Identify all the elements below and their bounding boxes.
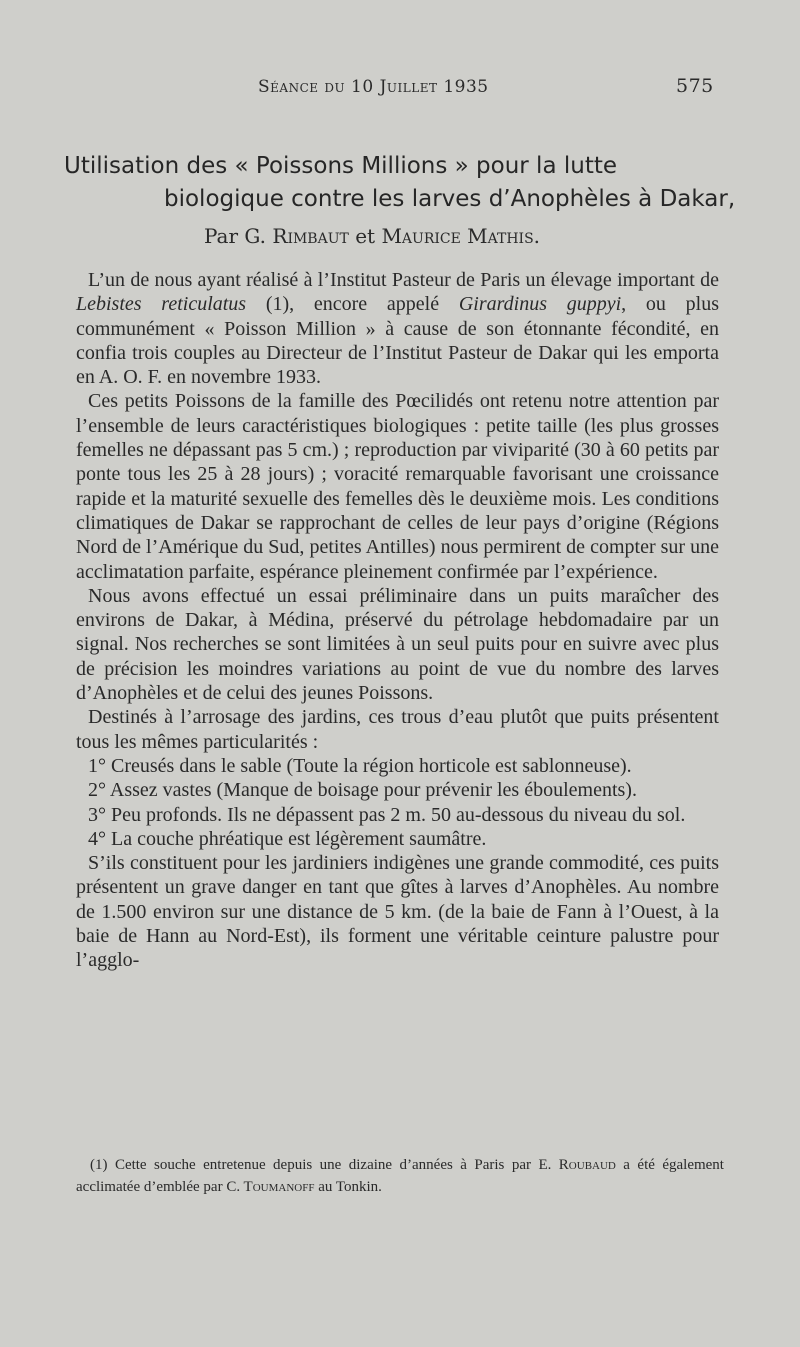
paragraph-2: Ces petits Poissons de la famille des Pœcilidés ont retenu notre attention par l’ensemble de leurs caractéristiques biologiques : petite taille (les plus grosses femelles ne dépassant pas 5 cm.) ; reproduction par viviparité (30 à 60 petits par ponte tous les 25 à 28 jours) ; voracité remarquable favorisant une croissance rapide et la maturité sexuelle des femelles dès le deuxième mois. Les conditions climatiques de Dakar se rapprochant de celles de leur pays d’origine (Régions Nord de l’Amérique du Sud, petites Antilles) nous permirent de compter sur une acclimatation parfaite, espérance pleinement confirmée par l’expérience. [76,390,719,583]
paragraph-1-text-a: L’un de nous ayant réalisé à l’Institut Pasteur de Paris un élevage important de [88,269,719,291]
footnote-name-2: C. Toumanoff [226,1179,315,1195]
paragraph-1-text-c: , ou plus communément « Poisson Million » à cause de son étonnante fécondité, en confia trois couples au Directeur de l’Institut Pasteur de Dakar qui les emporta en A. O. F. en novembre 1933. [76,293,719,389]
article-title [64,150,744,216]
paragraph-5: S’ils constituent pour les jardiniers indigènes une grande commodité, ces puits présentent un grave danger en tant que gîtes à larves d’Anophèles. Au nombre de 1.500 environ sur une distance de 5 km. (de la baie de Fann à l’Ouest, à la baie de Hann au Nord-Est), ils forment une véritable ceinture palustre pour l’agglo- [76,852,719,972]
footnote [76,1154,724,1198]
footnote-name-1: E. Roubaud [538,1157,616,1173]
author-2: Maurice Mathis. [381,224,541,248]
author-line [204,224,540,248]
list-item-1: 1° Creusés dans le sable (Toute la région horticole est sablonneuse). [88,754,632,777]
footnote-text-b: a été également acclimatée d’emblée par [76,1157,724,1195]
running-title: Séance du 10 Juillet 1935 [258,77,489,97]
authors-prefix: Par [204,224,239,248]
species-name: Lebistes reticulatus [76,293,247,316]
page-number: 575 [676,75,714,97]
paragraph-3: Nous avons effectué un essai préliminaire dans un puits maraîcher des environs de Dakar, à Médina, préservé du pétrolage hebdomadaire par un signal. Nos recherches se sont limitées à un seul puits pour en suivre avec plus de précision les moindres variations au point de vue du nombre des larves d’Anophèles et de celui des jeunes Poissons. [76,584,719,705]
synonym-name: Girardinus guppyi [458,293,622,316]
title-line-2: biologique contre les larves d’Anophèles à Dakar, [164,186,736,212]
footnote-text-c: au Tonkin. [314,1179,382,1195]
running-header [0,73,800,101]
authors-join: et [355,224,376,248]
article-body [76,268,719,973]
footnote-text-a: (1) Cette souche entretenue depuis une dizaine d’années à Paris par [90,1157,539,1173]
list-item-4: 4° La couche phréatique est légèrement saumâtre. [88,827,487,850]
paragraph-1 [76,268,719,389]
paragraph-1-text-b: (1), encore appelé [246,293,459,316]
footnote-1 [76,1154,724,1198]
list-item-3: 3° Peu profonds. Ils ne dépassent pas 2 m. 50 au-dessous du niveau du sol. [88,803,686,826]
author-1: G. Rimbaut [244,224,349,248]
title-line-1: Utilisation des « Poissons Millions » pour la lutte [64,153,618,179]
list-item-2: 2° Assez vastes (Manque de boisage pour prévenir les éboulements). [88,779,637,802]
paragraph-4: Destinés à l’arrosage des jardins, ces trous d’eau plutôt que puits présentent tous les mêmes particularités : [76,706,719,753]
